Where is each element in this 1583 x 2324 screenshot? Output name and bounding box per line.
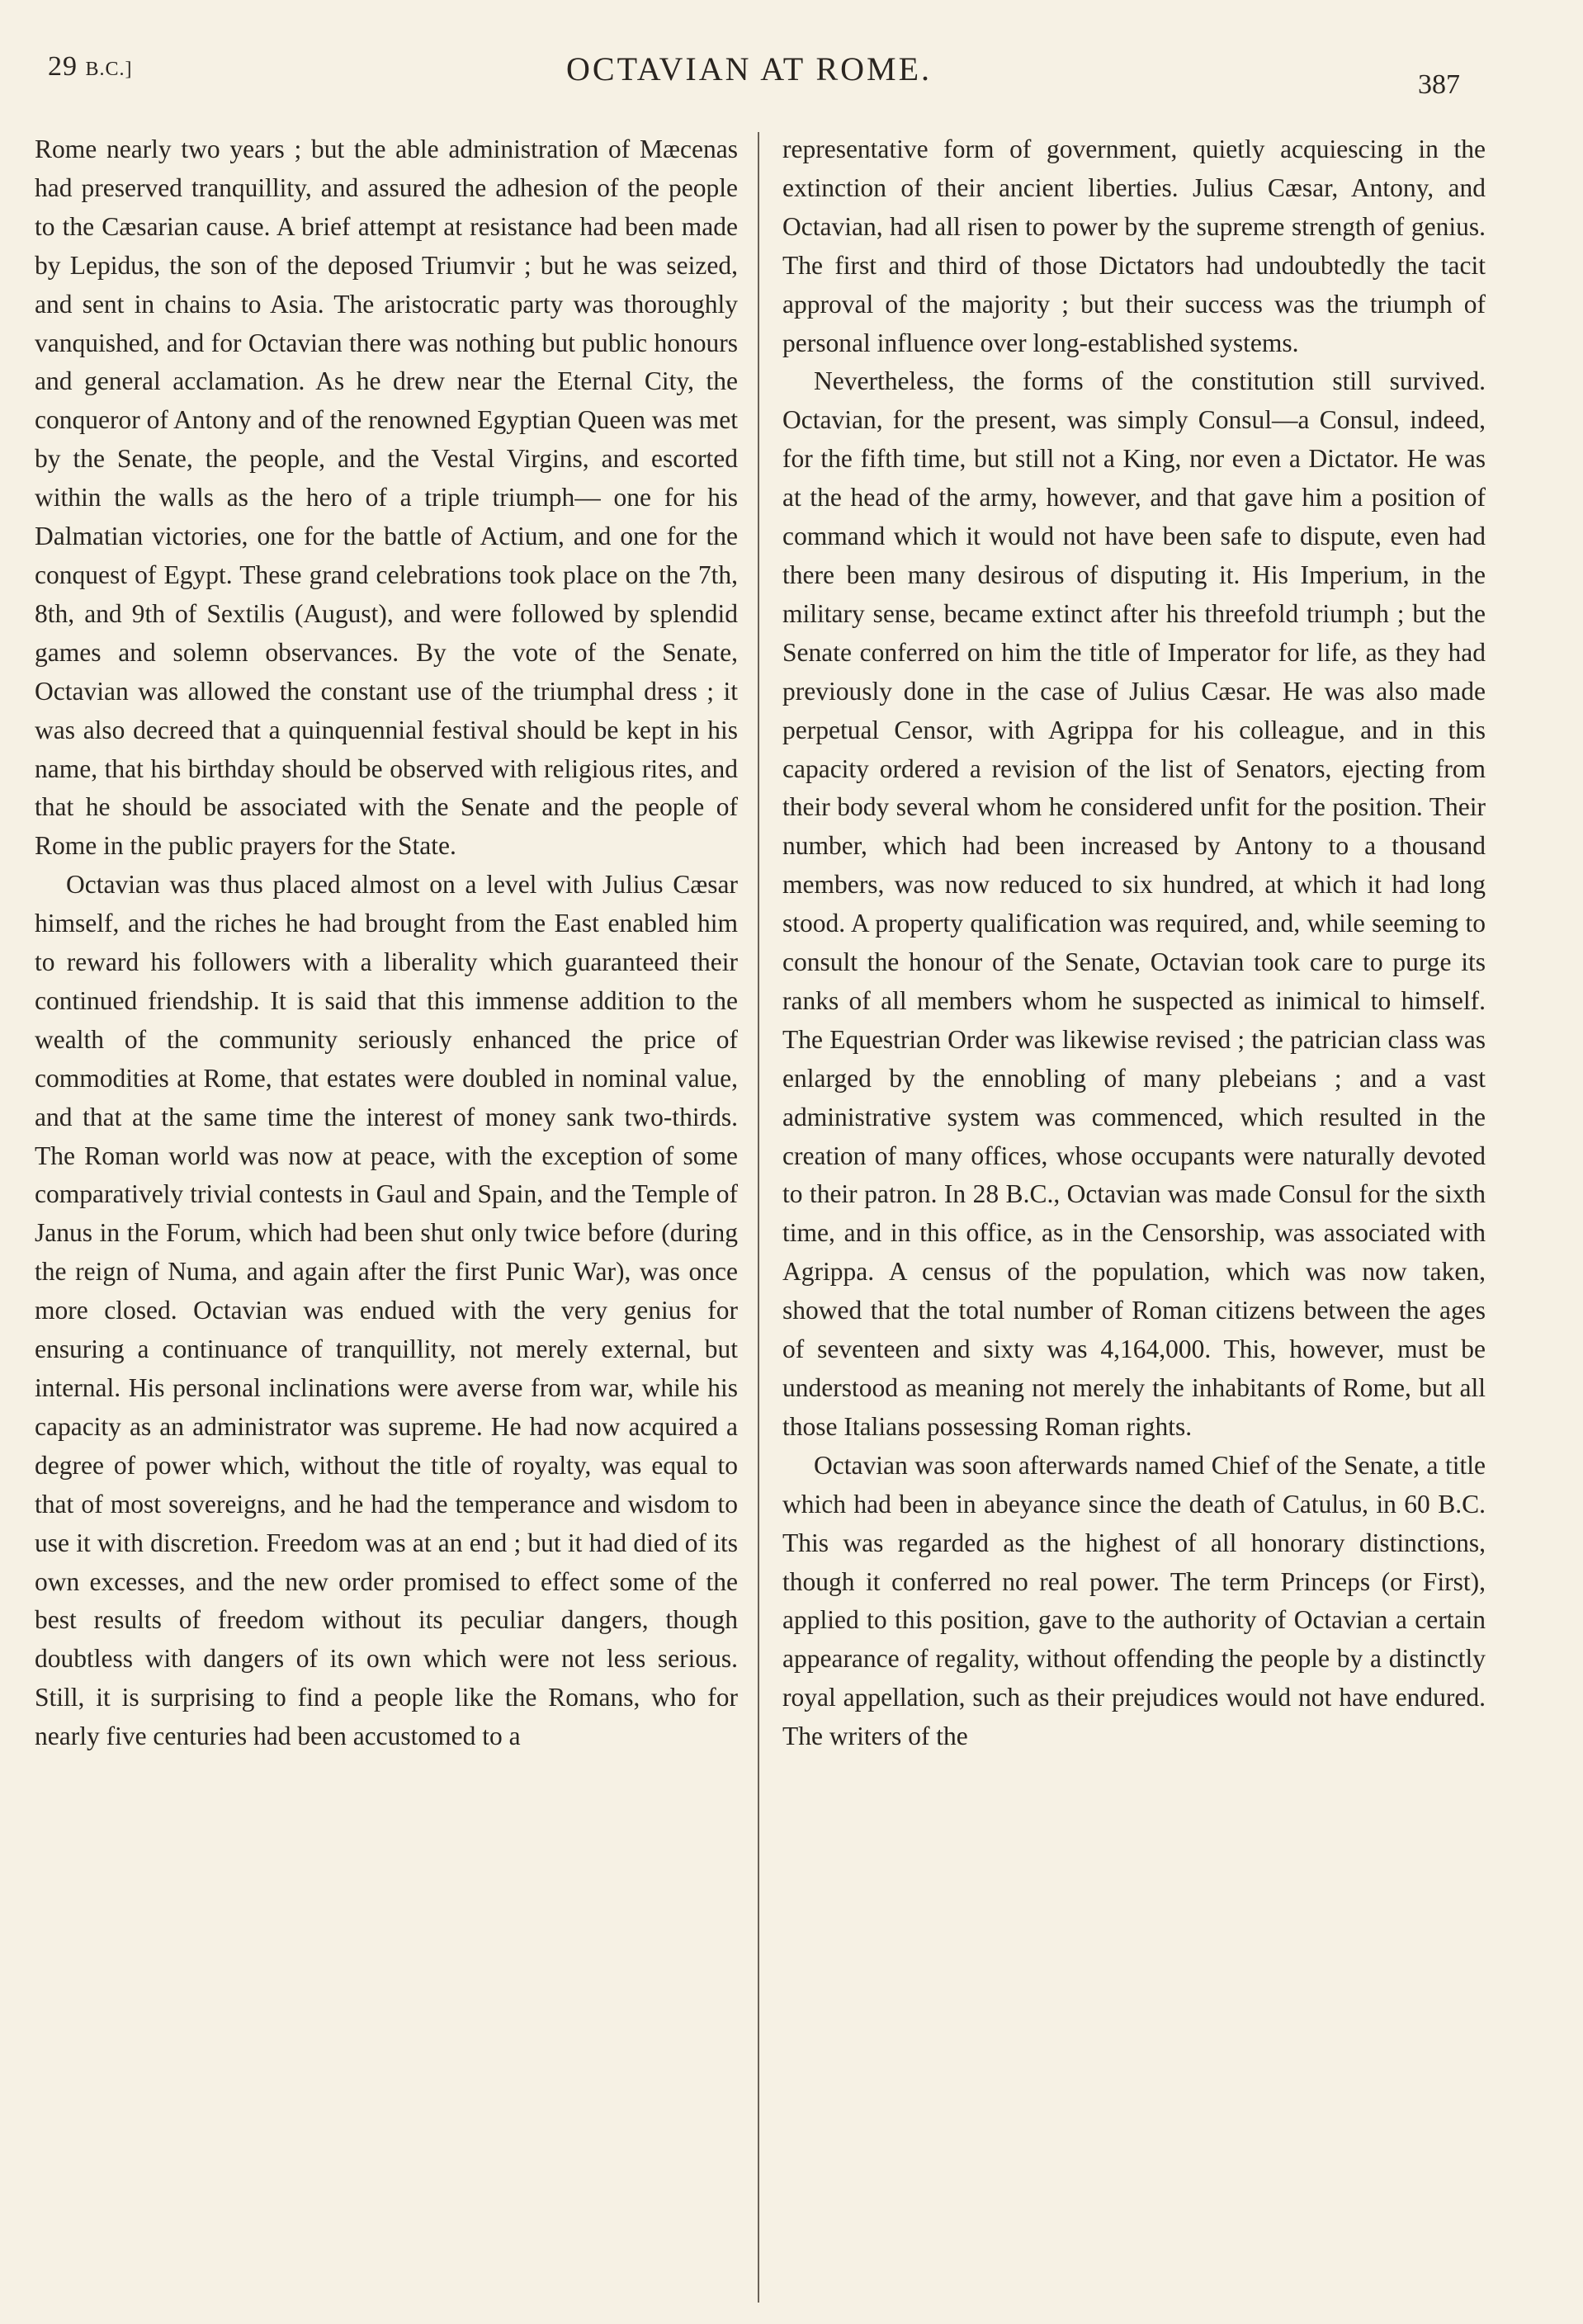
paragraph: Octavian was thus placed almost on a level with Julius Cæsar himself, and the riches he had brought from the East enabled him to reward his followers with a liberality which guaranteed their continued friendship. It is said that this immense addition to the wealth of the community seriously enhanced the price of commodities at Rome, that estates were doubled in nominal value, and that at the same time the interest of money sank two-thirds. The Roman world was now at peace, with the exception of some comparatively trivial contests in Gaul and Spain, and the Temple of Janus in the Forum, which had been shut only twice before (during the reign of Numa, and again after the first Punic War), was once more closed. Octavian was endued with the very genius for ensuring a continuance of tranquillity, not merely external, but internal. His personal inclinations were averse from war, while his capacity as an administrator was supreme. He had now acquired a degree of power which, without the title of royalty, was equal to that of most sovereigns, and he had the temperance and wisdom to use it with discretion. Freedom was at an end ; but it had died of its own excesses, and the new order promised to effect some of the best results of freedom without its peculiar dangers, though doubtless with dangers of its own which were not less serious. Still, it is surprising to find a people like the Romans, who for nearly five centuries had been accustomed to a (35, 870, 738, 1751)
header-era: B.C.] (85, 59, 133, 80)
paragraph: representative form of government, quietly acquiescing in the extinction of their ancient liberties. Julius Cæsar, Antony, and Octavian, had all risen to power by the supreme strength of genius. The first and third of those Dictators had undoubtedly the tacit approval of the majority ; but their success was the triumph of personal influence over long-established systems. (782, 135, 1486, 357)
column-rule (758, 132, 759, 2303)
page-number: 387 (1418, 69, 1460, 100)
left-column (35, 130, 738, 1756)
paragraph: Nevertheless, the forms of the constitution still survived. Octavian, for the present, was simply Consul—a Consul, indeed, for the fifth time, but still not a King, nor even a Dictator. He was at the head of the army, however, and that gave him a position of command which it would not have been safe to dispute, even had there been many desirous of disputing it. His Imperium, in the military sense, became extinct after his threefold triumph ; but the Senate conferred on him the title of Imperator for life, as they had previously done in the case of Julius Cæsar. He was also made perpetual Censor, with Agrippa for his colleague, and in this capacity ordered a revision of the list of Senators, ejecting from their body several whom he considered unfit for the position. Their number, which had been increased by Antony to a thousand members, was now reduced to six hundred, at which it had long stood. A property qualification was required, and, while seeming to consult the honour of the Senate, Octavian took care to purge its ranks of all members whom he suspected as inimical to himself. The Equestrian Order was likewise revised ; the patrician class was enlarged by the ennobling of many plebeians ; and a vast administrative system was commenced, which resulted in the creation of many offices, whose occupants were naturally devoted to their patron. In 28 B.C., Octavian was made Consul for the sixth time, and in this office, as in the Censorship, was associated with Agrippa. A census of the population, which was now taken, showed that the total number of Roman citizens between the ages of seventeen and sixty was 4,164,000. This, however, must be understood as meaning not merely the inhabitants of Rome, but all those Italians possessing Roman rights. (782, 366, 1486, 1441)
paragraph: Octavian was soon afterwards named Chief of the Senate, a title which had been in abeyance since the death of Catulus, in 60 B.C. This was regarded as the highest of all honorary distinctions, though it conferred no real power. The term Princeps (or First), applied to this position, gave to the authority of Octavian a certain appearance of regality, without offending the people by a distinctly royal appellation, such as their prejudices would not have endured. The writers of the (782, 1450, 1486, 1751)
paragraph: Rome nearly two years ; but the able administration of Mæcenas had preserved tranquillity, and assured the adhesion of the people to the Cæsarian cause. A brief attempt at resistance had been made by Lepidus, the son of the deposed Triumvir ; but he was seized, and sent in chains to Asia. The aristocratic party was thoroughly vanquished, and for Octavian there was nothing but public honours and general acclamation. As he drew near the Eternal City, the conqueror of Antony and of the renowned Egyptian Queen was met by the Senate, the people, and the Vestal Virgins, and escorted within the walls as the hero of a triple triumph— one for his Dalmatian victories, one for the battle of Actium, and one for the conquest of Egypt. These grand celebrations took place on the 7th, 8th, and 9th of Sextilis (August), and were followed by splendid games and solemn observances. By the vote of the Senate, Octavian was allowed the constant use of the triumphal dress ; it was also decreed that a quinquennial festival should be kept in his name, that his birthday should be observed with religious rites, and that he should be associated with the Senate and the people of Rome in the public prayers for the State. (35, 135, 739, 861)
running-head-date (48, 51, 133, 83)
header-year: 29 (48, 51, 78, 82)
right-column (782, 130, 1486, 1756)
page-title: OCTAVIAN AT ROME. (566, 50, 933, 87)
